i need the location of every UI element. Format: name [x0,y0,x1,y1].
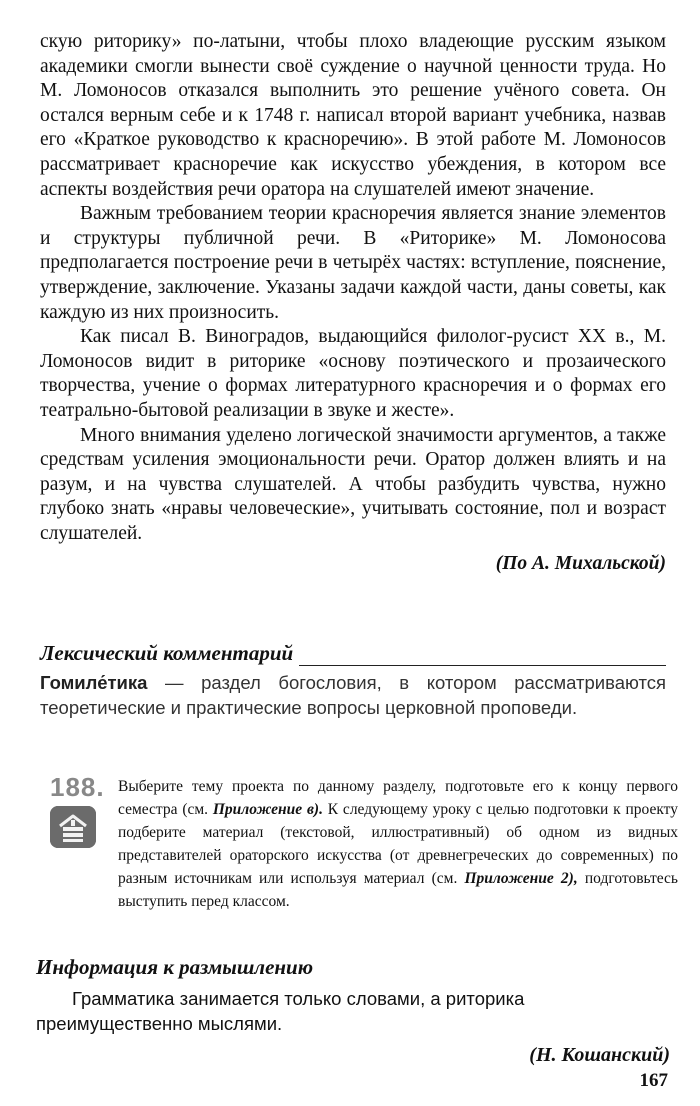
lexical-comment-title: Лексический комментарий [40,641,294,665]
lexical-comment-heading [40,640,666,666]
main-attribution: (По А. Михальской) [495,553,666,575]
page-number: 167 [639,1070,668,1091]
paragraph-2: Важным требованием теории красноречия является знание элементов и структуры публичной речи. В «Риторике» М. Ломоносова предполагается построение речи в четырёх частях: вступление, пояснение, утверждение, заключение. Указаны задачи каждой части, даны советы, как каждую из них произносить. [40,203,666,323]
paragraph-4: Много внимания уделено логической значимости аргументов, а также средствам усиления эмоциональности речи. Оратор должен влиять и на разум, и на чувства слушателей. А чтобы разбудить чувства, нужно глубоко знать «нравы человеческие», учитывать состояние, пол и возраст слушателей. [40,424,666,544]
task-text-part-3: подготовьтесь выступить перед классом. [118,870,678,910]
appendix-reference-2: Приложение 2), [464,870,578,887]
paragraph-1: скую риторику» по-латыни, чтобы плохо владеющие русским языком академики смогли вынести своё суждение о научной ценности труда. Но М. Ломоносов отказался выполнить это решение учёного совета. Он остался верным себе и к 1748 г. написал второй вариант учебника, назвав его «Краткое руководство к красноречию». В этой работе М. Ломоносов рассматривает красноречие как искусство убеждения, в котором все аспекты воздействия речи оратора на слушателей имеют значение. [40,31,666,200]
task-text [118,775,678,913]
term-definition: — раздел богословия, в котором рассматриваются теоретические и практические вопросы церковной проповеди. [40,672,666,718]
paragraph-3: Как писал В. Виноградов, выдающийся филолог-русист XX в., М. Ломоносов видит в риторике «основу поэтического и прозаического творчества, учение о формах литературного красноречия и о формах его театрально-бытовой реализации в звуке и жесте». [40,326,666,421]
info-quote: Грамматика занимается только словами, а риторика преимущественно мыслями. [36,988,525,1034]
info-attribution: (Н. Кошанский) [529,1044,670,1066]
info-heading: Информация к размышлению [36,955,314,979]
lexical-comment [40,640,666,720]
task-number: 188. [50,772,105,802]
book-stack-icon-graphic [50,806,96,848]
appendix-reference-1: Приложение в). [212,801,323,818]
heading-rule [299,645,666,666]
term: Гомиле́тика [40,672,148,693]
task-text-part-2: К следующему уроку с целью подготовки к проекту подберите материал (текстовой, иллюстративный) об одном из видных представителей ораторского искусства (от древнегреческих до современных) по разным источникам или используя материал (см. [118,801,678,887]
main-text [40,30,666,577]
lexical-comment-body [40,670,666,720]
book-stack-icon [50,806,96,848]
info-block [36,954,670,1067]
task-text-part-1: Выберите тему проекта по данному разделу, подготовьте его к концу первого семестра (см. [118,778,678,818]
